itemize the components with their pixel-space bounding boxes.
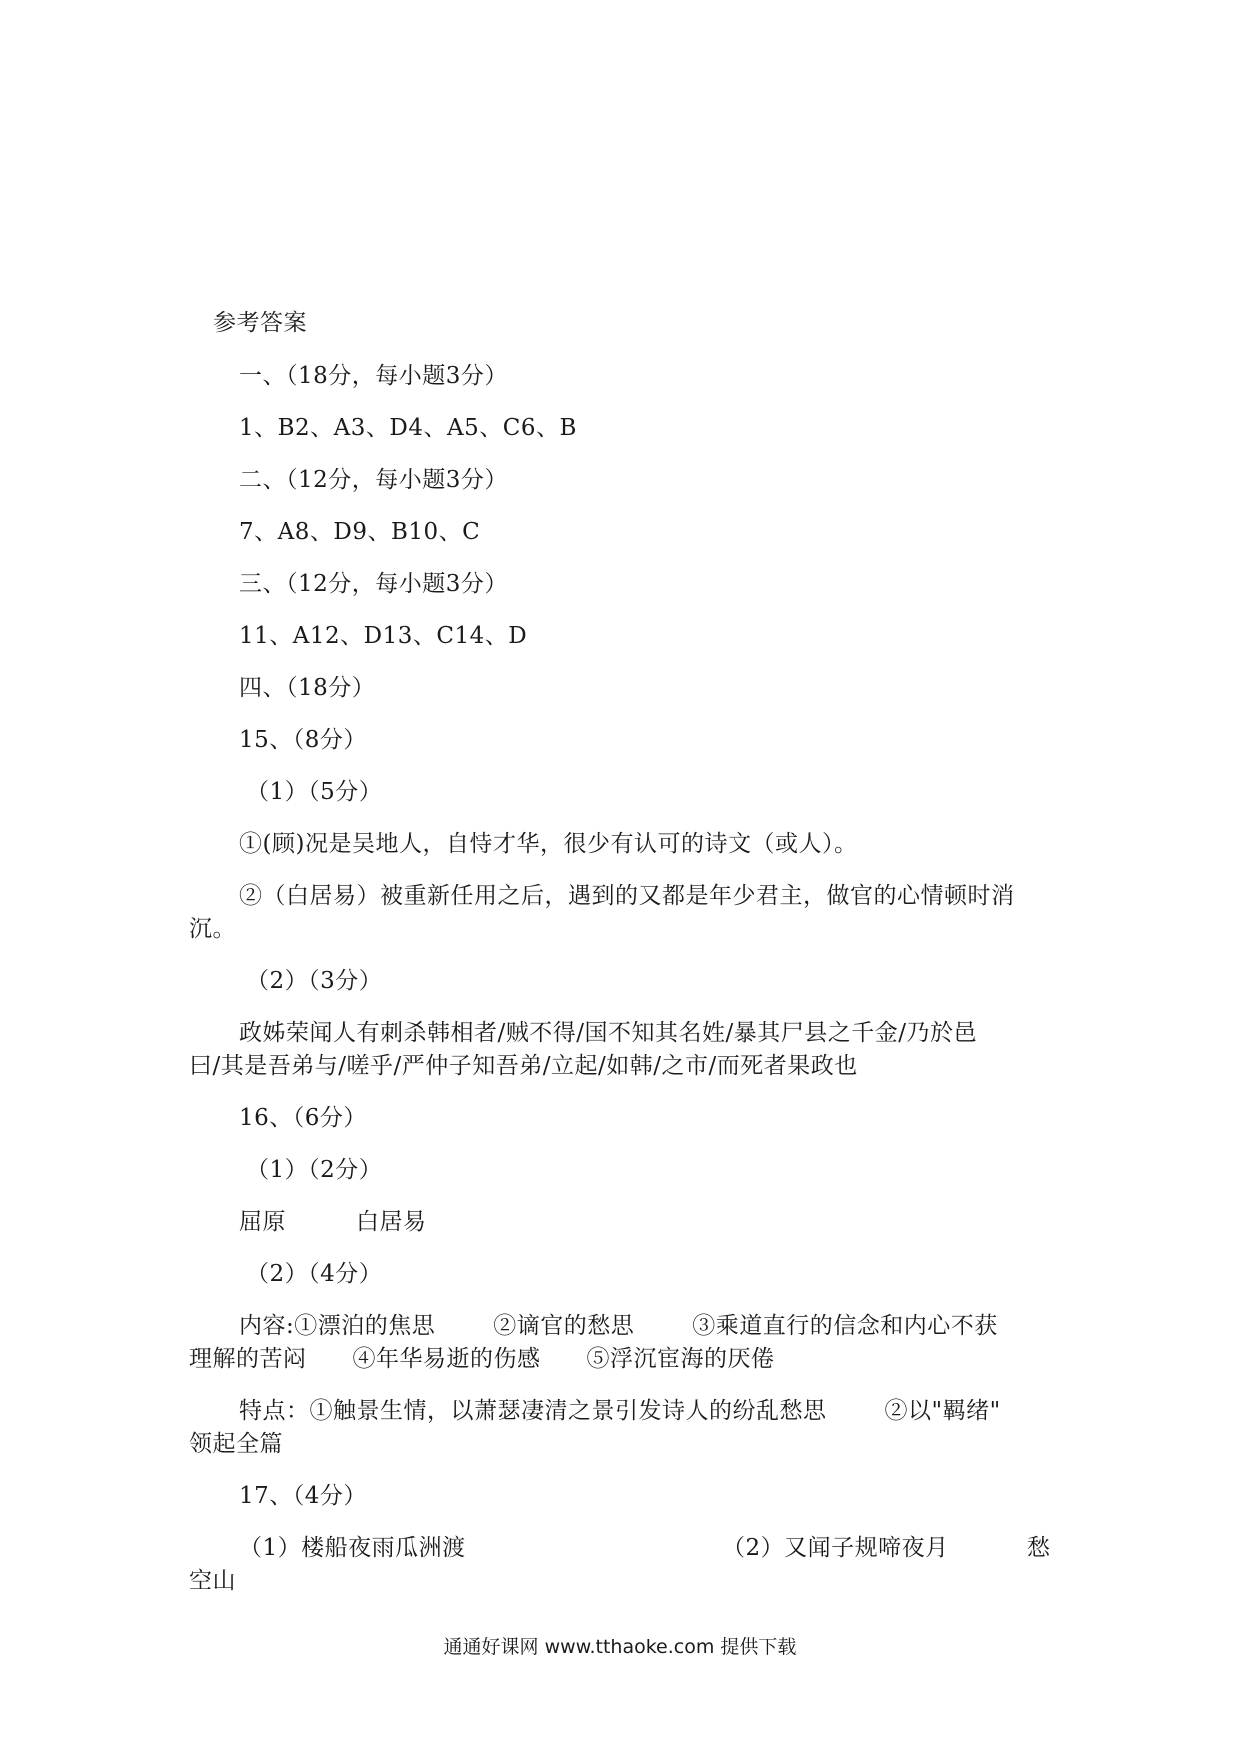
section-3-answers: 11、A12、D13、C14、D [239, 623, 528, 649]
footer-url: www.tthaoke.com [544, 1636, 715, 1658]
question-16-2-content-line2 [189, 1343, 775, 1375]
content-item-1: ①漂泊的焦思 [294, 1313, 436, 1339]
section-2-answers: 7、A8、D9、B10、C [239, 519, 481, 545]
section-4-heading: 四、（18分） [239, 675, 376, 701]
feature-item-1: ①触景生情，以萧瑟凄清之景引发诗人的纷乱愁思 [309, 1398, 827, 1424]
question-16-1-heading: （1）（2分） [246, 1157, 383, 1183]
question-17-answer-2: （2）又闻子规啼夜月 [722, 1535, 949, 1561]
question-17-answer-1: （1）楼船夜雨瓜洲渡 [239, 1535, 466, 1561]
document-title: 参考答案 [213, 310, 307, 336]
content-label: 内容: [239, 1313, 295, 1339]
question-15-2-heading: （2）（3分） [246, 968, 383, 994]
section-1-answers: 1、B2、A3、D4、A5、C6、B [239, 415, 577, 441]
answer-qu-yuan: 屈原 [239, 1209, 286, 1235]
content-item-5: ⑤浮沉宦海的厌倦 [586, 1346, 775, 1372]
content-item-3-cont: 理解的苦闷 [189, 1346, 307, 1372]
question-16-2-content-line1 [239, 1310, 998, 1342]
answer-bai-juyi: 白居易 [356, 1209, 427, 1235]
content-item-4: ④年华易逝的伤感 [352, 1346, 541, 1372]
section-2-heading: 二、（12分，每小题3分） [239, 467, 508, 493]
content-item-3: ③乘道直行的信念和内心不获 [692, 1313, 998, 1339]
footer-suffix: 提供下载 [720, 1636, 797, 1658]
section-1-heading: 一、（18分，每小题3分） [239, 363, 508, 389]
question-15-1-answer-a: ①(顾)况是吴地人，自恃才华，很少有认可的诗文（或人）。 [239, 831, 858, 857]
question-15-1-heading: （1）（5分） [246, 779, 383, 805]
content-item-2: ②谪官的愁思 [493, 1313, 635, 1339]
footer-site-name: 通通好课网 [443, 1636, 539, 1658]
question-15-2-answer-line2: 曰/其是吾弟与/嗟乎/严仲子知吾弟/立起/如韩/之市/而死者果政也 [189, 1053, 858, 1079]
question-15-1-answer-b-line2: 沉。 [189, 916, 236, 942]
question-16-1-answers [239, 1206, 427, 1238]
question-15-1-answer-b-line1: ②（白居易）被重新任用之后，遇到的又都是年少君主，做官的心情顿时消 [239, 883, 1015, 909]
question-17-answer-3-cont: 空山 [189, 1568, 236, 1594]
question-16-2-feature-line2: 领起全篇 [189, 1431, 283, 1457]
question-16-heading: 16、（6分） [239, 1105, 367, 1131]
question-15-heading: 15、（8分） [239, 727, 367, 753]
feature-item-2: ②以"羁绪" [884, 1398, 1001, 1424]
page-footer [0, 1634, 1240, 1660]
section-3-heading: 三、（12分，每小题3分） [239, 571, 508, 597]
question-17-answer-3: 愁 [1027, 1535, 1051, 1561]
question-15-2-answer-line1: 政姊荣闻人有刺杀韩相者/贼不得/国不知其名姓/暴其尸县之千金/乃於邑 [239, 1020, 977, 1046]
feature-label: 特点： [239, 1398, 310, 1424]
question-16-2-feature-line1 [239, 1395, 1001, 1427]
question-17-heading: 17、（4分） [239, 1483, 367, 1509]
question-16-2-heading: （2）（4分） [246, 1261, 383, 1287]
